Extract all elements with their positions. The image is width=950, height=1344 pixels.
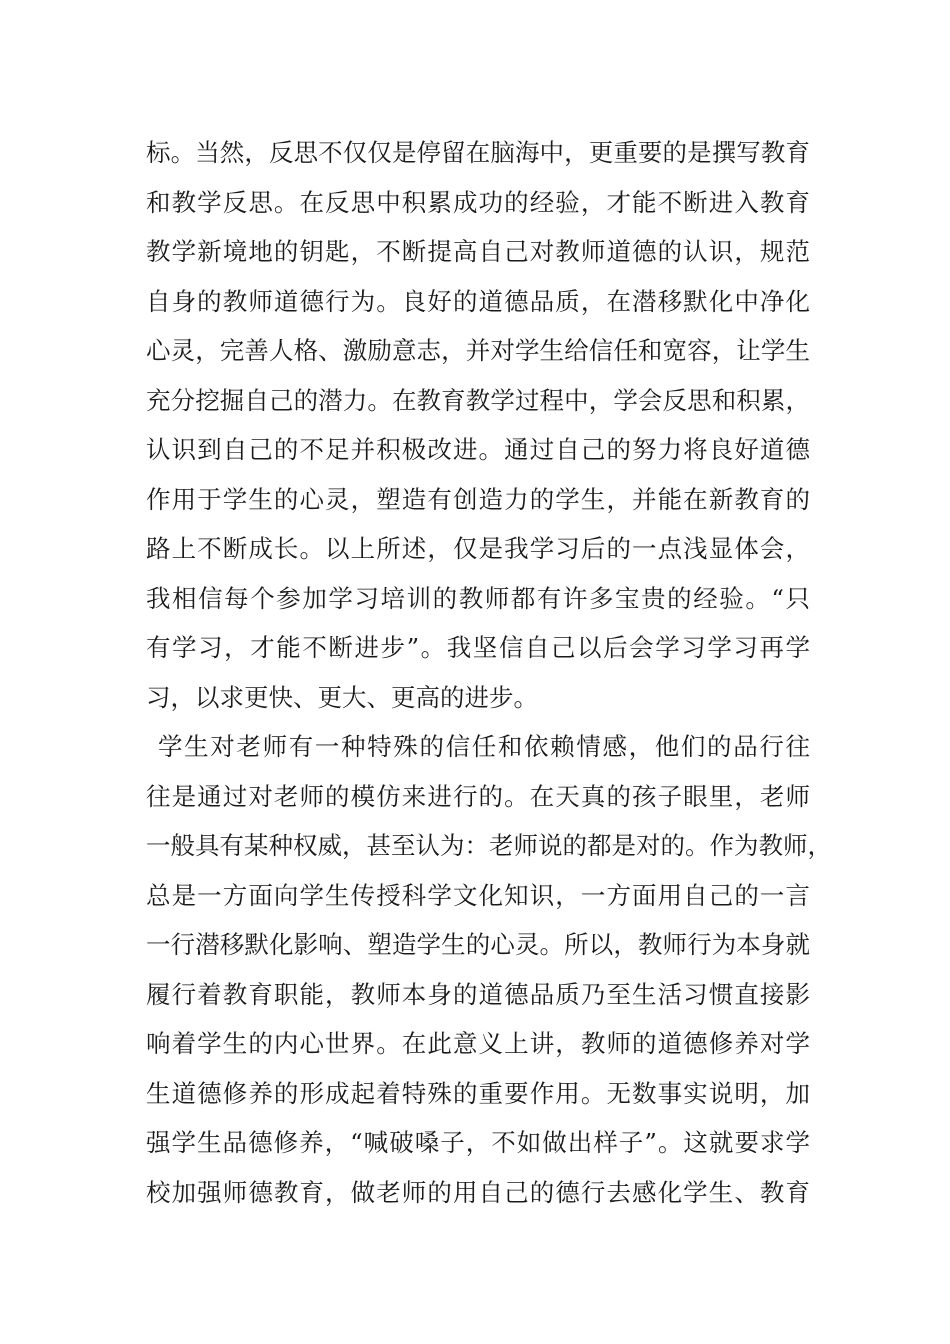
text-line: 和教学反思。在反思中积累成功的经验，才能不断进入教育 xyxy=(146,187,810,217)
text-line: 认识到自己的不足并积极改进。通过自己的努力将良好道德 xyxy=(146,435,810,464)
text-line: 校加强师德教育，做老师的用自己的德行去感化学生、教育 xyxy=(146,1177,810,1207)
text-line: 教学新境地的钥匙，不断提高自己对教师道德的认识，规范 xyxy=(146,237,810,266)
text-line: 一行潜移默化影响、塑造学生的心灵。所以，教师行为本身就 xyxy=(146,930,810,959)
text-line: 总是一方面向学生传授科学文化知识，一方面用自己的一言 xyxy=(146,880,810,910)
text-line: 我相信每个参加学习培训的教师都有许多宝贵的经验。“只 xyxy=(146,583,810,613)
text-line: 标。当然，反思不仅仅是停留在脑海中，更重要的是撰写教育 xyxy=(146,138,810,167)
text-line: 履行着教育职能，教师本身的道德品质乃至生活习惯直接影 xyxy=(146,979,810,1009)
text-line: 自身的教师道德行为。良好的道德品质，在潜移默化中净化 xyxy=(146,286,810,316)
text-line: 作用于学生的心灵，塑造有创造力的学生，并能在新教育的 xyxy=(146,484,810,514)
text-line: 响着学生的内心世界。在此意义上讲，教师的道德修养对学 xyxy=(146,1029,810,1058)
text-line: 生道德修养的形成起着特殊的重要作用。无数事实说明，加 xyxy=(146,1078,810,1108)
text-line: 强学生品德修养，“喊破嗓子，不如做出样子”。这就要求学 xyxy=(146,1128,810,1157)
text-line: 充分挖掘自己的潜力。在教育教学过程中，学会反思和积累， xyxy=(146,385,810,415)
paragraph-end-line: 习，以求更快、更大、更高的进步。 xyxy=(146,682,538,712)
text-line: 心灵，完善人格、激励意志，并对学生给信任和宽容，让学生 xyxy=(146,336,810,365)
body-text xyxy=(146,128,832,1217)
text-line: 路上不断成长。以上所述，仅是我学习后的一点浅显体会， xyxy=(146,534,810,563)
paragraph-start-line: 学生对老师有一种特殊的信任和依赖情感，他们的品行往 xyxy=(158,732,810,761)
text-line: 一般具有某种权威，甚至认为：老师说的都是对的。作为教师， xyxy=(146,831,832,860)
text-line: 有学习，才能不断进步”。我坚信自己以后会学习学习再学 xyxy=(146,633,810,662)
text-line: 往是通过对老师的模仿来进行的。在天真的孩子眼里，老师 xyxy=(146,781,810,811)
